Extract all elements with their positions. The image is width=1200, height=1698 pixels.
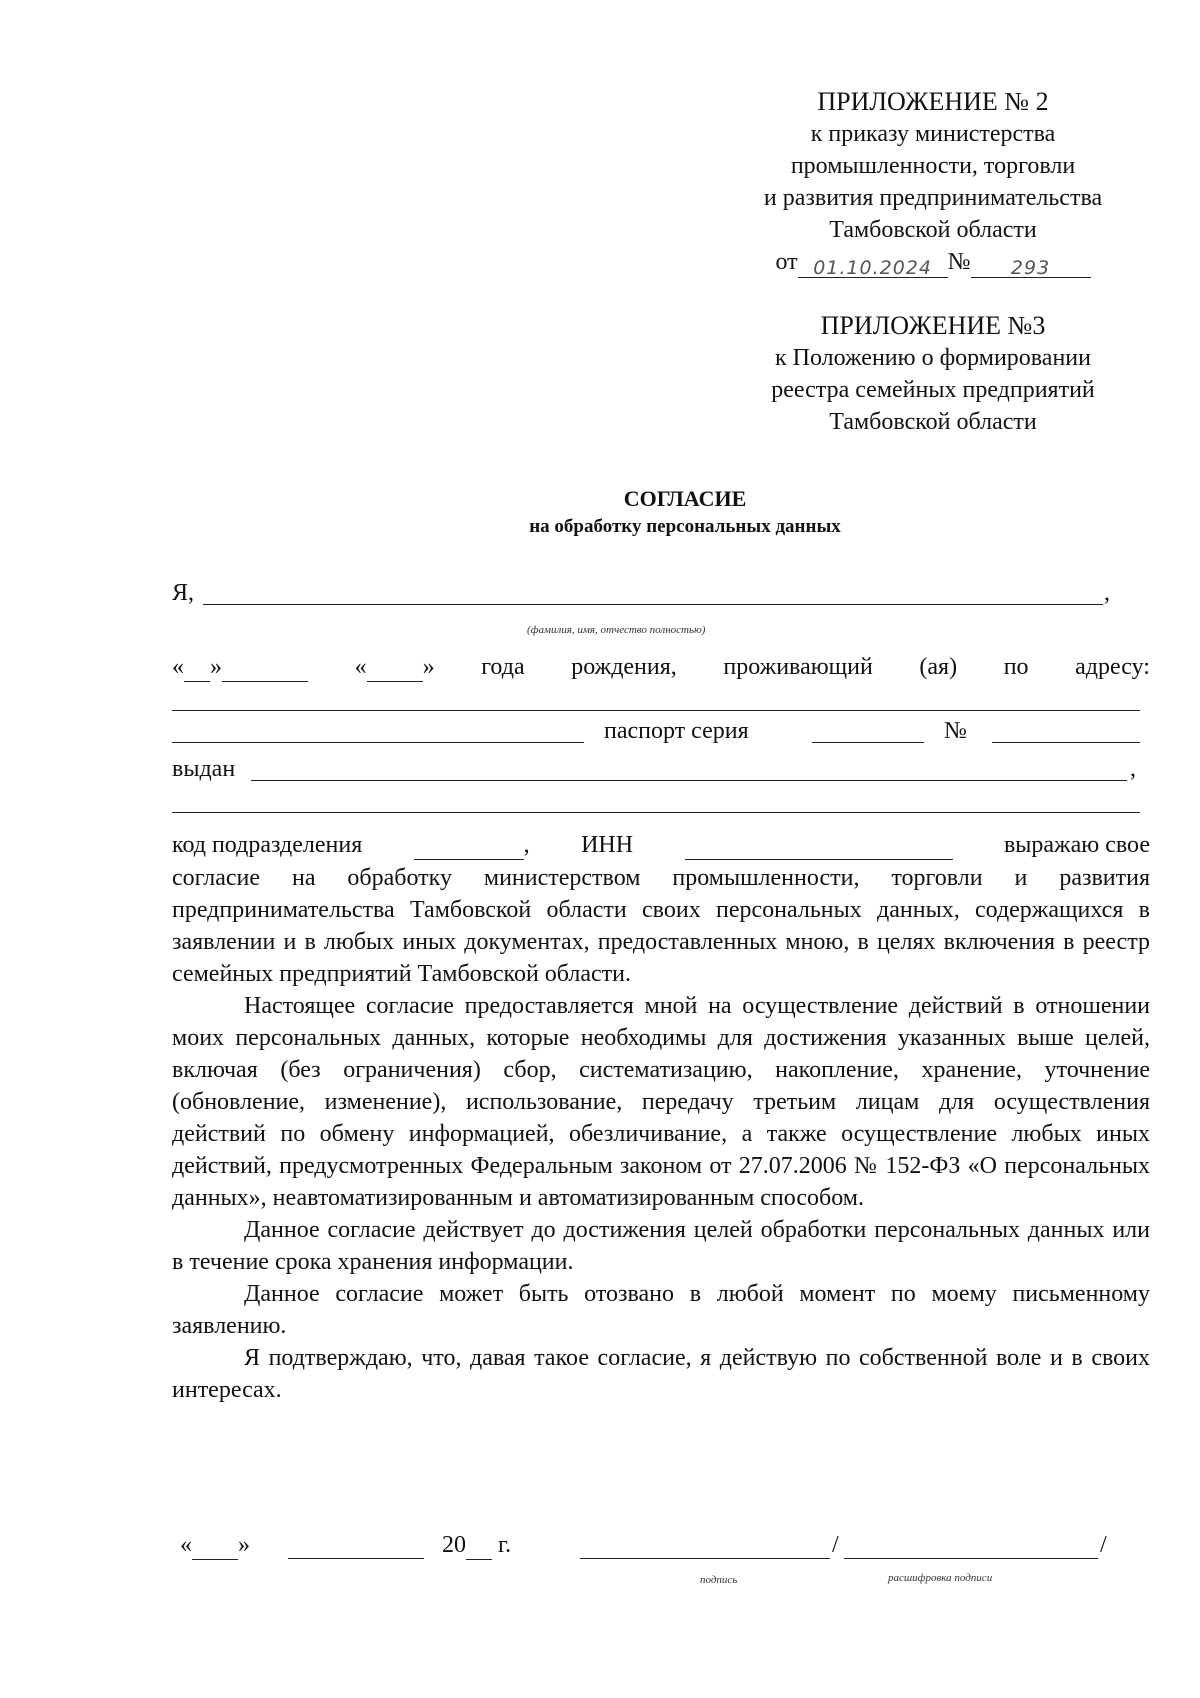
- annex-3-line: реестра семейных предприятий: [771, 377, 1095, 403]
- annex-2-block: [718, 86, 1148, 278]
- fio-hint: (фамилия, имя, отчество полностью): [527, 624, 706, 636]
- annex-2-line: Тамбовской области: [829, 217, 1037, 243]
- document-subtitle: на обработку персональных данных: [529, 516, 841, 537]
- birth-word: адресу:: [1075, 654, 1150, 680]
- passport-number-line: [992, 742, 1140, 743]
- address-line-2: [172, 742, 584, 743]
- paragraph: Я подтверждаю, что, давая такое согласие, я действую по собственной воле и в своих интересах.: [172, 1345, 1150, 1403]
- inn-field: [685, 833, 953, 860]
- code-field: ,: [414, 830, 530, 860]
- number-field: [971, 251, 1091, 278]
- birth-word: по: [1003, 654, 1029, 680]
- birth-word: (ая): [919, 654, 958, 680]
- code-row: [172, 830, 1150, 860]
- annex-3-block: [718, 310, 1148, 438]
- paragraph: согласие на обработку министерством промышленности, торговли и развития предпринимательства Тамбовской области своих персональных данных, содержащихся в заявлении и в любых иных документах, предоставленных мною, в целях включения в реестр семейных предприятий Тамбовской области.: [172, 865, 1150, 987]
- annex-3-line: Тамбовской области: [829, 409, 1037, 435]
- birth-word: проживающий: [723, 654, 873, 680]
- signature-line: [580, 1532, 830, 1559]
- issued-comma: ,: [1130, 756, 1136, 782]
- sign-day: « »: [180, 1532, 250, 1558]
- annex-3-heading: ПРИЛОЖЕНИЕ №3: [820, 311, 1046, 340]
- paragraph: Настоящее согласие предоставляется мной на осуществление действий в отношении моих персональных данных, которые необходимы для достижения указанных выше целей, включая (без ограничения) сбор, систематизацию, накопление, хранение, уточнение (обновление, изменение), использование, передачу третьим лицам для осуществления действий по обмену информацией, обезличивание, а также осуществление любых иных действий, предусмотренных Федеральным законом от 27.07.2006 № 152-ФЗ «О персональных данных», неавтоматизированным и автоматизированным способом.: [172, 993, 1150, 1211]
- annex-2-line: к приказу министерства: [810, 121, 1056, 147]
- date-prefix: от: [775, 249, 798, 275]
- paragraph: Данное согласие может быть отозвано в любой момент по моему письменному заявлению.: [172, 1281, 1150, 1339]
- annex-2-heading: ПРИЛОЖЕНИЕ № 2: [817, 87, 1049, 116]
- annex-2-date-line: [718, 246, 1148, 278]
- document-title: СОГЛАСИЕ: [623, 486, 747, 511]
- address-line: [172, 710, 1140, 711]
- date-field: [798, 251, 948, 278]
- handwritten-number: 293: [1010, 257, 1051, 279]
- birth-word: года: [481, 654, 525, 680]
- birth-day: « »: [172, 652, 308, 682]
- issued-line-2: [172, 812, 1140, 813]
- sign-slash: /: [832, 1532, 839, 1558]
- birth-word: рождения,: [571, 654, 677, 680]
- inn-label: ИНН: [581, 832, 634, 858]
- issued-line: [251, 780, 1127, 781]
- annex-2-line: промышленности, торговли: [790, 153, 1076, 179]
- annex-2-line: и развития предпринимательства: [763, 185, 1103, 211]
- sign-year: 20 г.: [442, 1532, 512, 1558]
- ya-label: Я,: [172, 580, 195, 606]
- fio-comma: ,: [1104, 580, 1110, 606]
- annex-3-line: к Положению о формировании: [774, 345, 1091, 371]
- number-prefix: №: [947, 249, 971, 275]
- express-label: выражаю свое: [1003, 832, 1150, 858]
- decode-line: [844, 1532, 1098, 1559]
- code-label: код подразделения: [172, 832, 363, 858]
- passport-label: паспорт серия: [604, 718, 749, 744]
- issued-label: выдан: [172, 756, 236, 782]
- passport-number-sign: №: [944, 718, 967, 744]
- passport-series-line: [812, 742, 924, 743]
- fio-line: [203, 604, 1103, 605]
- birth-row: [172, 652, 1150, 682]
- consent-body: [172, 862, 1150, 1406]
- signature-row: [180, 1530, 1140, 1570]
- sign-slash-end: /: [1100, 1532, 1107, 1558]
- sign-month-line: [288, 1532, 424, 1559]
- birth-month: « »: [354, 654, 435, 680]
- signature-hint: подпись: [700, 1574, 738, 1586]
- handwritten-date: 01.10.2024: [813, 257, 933, 279]
- paragraph: Данное согласие действует до достижения целей обработки персональных данных или в течение срока хранения информации.: [172, 1217, 1150, 1275]
- decode-hint: расшифровка подписи: [888, 1572, 993, 1584]
